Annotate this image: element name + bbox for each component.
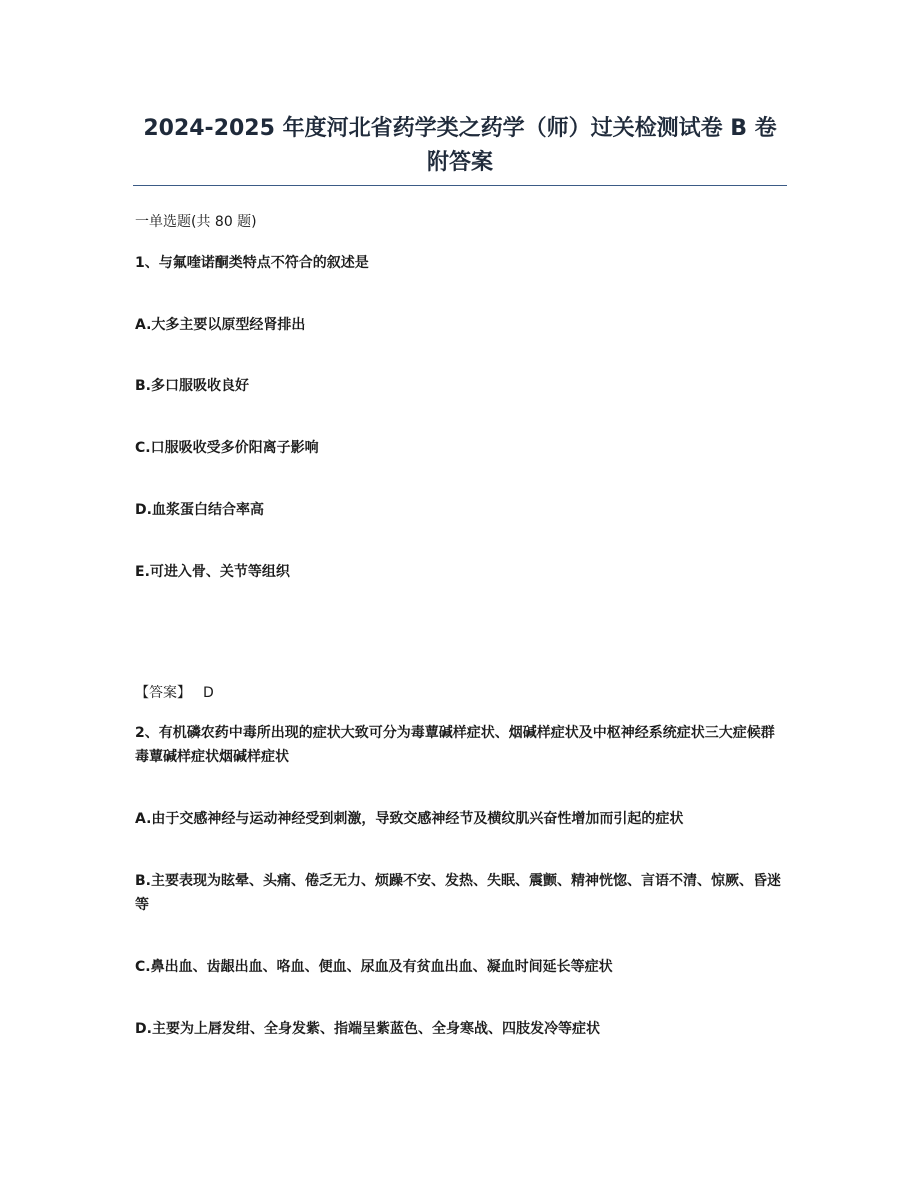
question-2-option-d: D.主要为上唇发绀、全身发紫、指端呈紫蓝色、全身寒战、四肢发冷等症状 [135, 1021, 600, 1037]
question-1-stem: 1、与氟喹诺酮类特点不符合的叙述是 [135, 255, 369, 271]
question-2-stem: 2、有机磷农药中毒所出现的症状大致可分为毒蕈碱样症状、烟碱样症状及中枢神经系统症状三大症候群毒蕈碱样症状烟碱样症状 [135, 725, 775, 765]
section-header: 一单选题(共 80 题) [135, 214, 257, 230]
document-title: 2024-2025 年度河北省药学类之药学（师）过关检测试卷 B 卷附答案 [143, 116, 777, 175]
title-divider [133, 185, 787, 186]
answer-label: 【答案】 [135, 685, 191, 701]
question-2-option-a: A.由于交感神经与运动神经受到刺激，导致交感神经节及横纹肌兴奋性增加而引起的症状 [135, 811, 684, 827]
question-2-option-c: C.鼻出血、齿龈出血、咯血、便血、尿血及有贫血出血、凝血时间延长等症状 [135, 959, 613, 975]
answer-value: D [203, 685, 214, 701]
question-1-option-c: C.口服吸收受多价阳离子影响 [135, 440, 319, 456]
question-1-option-e: E.可进入骨、关节等组织 [135, 564, 290, 580]
question-1-option-d: D.血浆蛋白结合率高 [135, 502, 264, 518]
question-1-option-a: A.大多主要以原型经肾排出 [135, 317, 306, 333]
question-2-option-b: B.主要表现为眩晕、头痛、倦乏无力、烦躁不安、发热、失眠、震颤、精神恍惚、言语不清、惊厥、昏迷等 [135, 873, 781, 913]
question-1-answer [135, 681, 785, 705]
question-1-option-b: B.多口服吸收良好 [135, 378, 249, 394]
